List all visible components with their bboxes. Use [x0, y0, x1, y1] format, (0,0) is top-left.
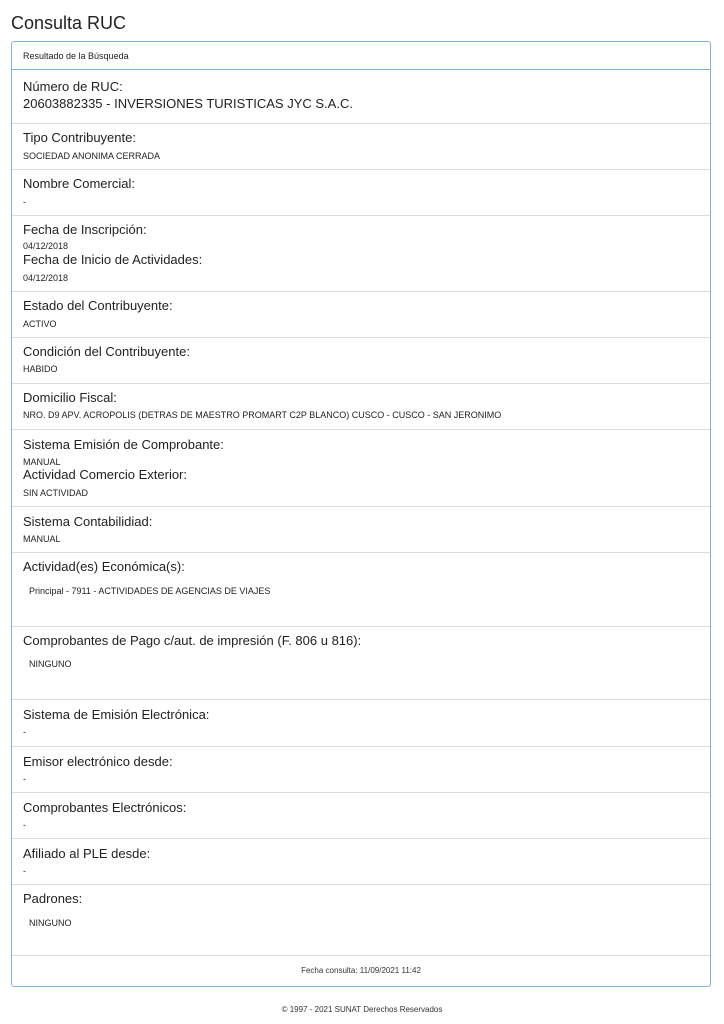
- fecha-inicio-value: 04/12/2018: [23, 273, 69, 283]
- actividades-label: Actividad(es) Económica(s):: [23, 559, 185, 574]
- ruc-value: 20603882335 - INVERSIONES TURISTICAS JYC S.A.C.: [23, 96, 353, 111]
- emision-electronica-label: Sistema de Emisión Electrónica:: [23, 707, 210, 722]
- comprobantes-pago-label: Comprobantes de Pago c/aut. de impresión (F. 806 u 816):: [23, 633, 362, 648]
- emisor-desde-label: Emisor electrónico desde:: [23, 754, 173, 769]
- ple-value: -: [23, 866, 26, 876]
- sistema-emision-value: MANUAL: [23, 457, 61, 467]
- emisor-desde-row: [12, 746, 710, 792]
- actividades-row: [12, 552, 710, 626]
- comprobantes-electronicos-value: -: [23, 820, 26, 830]
- padrones-row: [12, 884, 710, 958]
- comercio-exterior-value: SIN ACTIVIDAD: [23, 488, 89, 498]
- comprobantes-electronicos-label: Comprobantes Electrónicos:: [23, 800, 187, 815]
- fechas-row: [12, 215, 710, 291]
- tipo-contribuyente-value: SOCIEDAD ANONIMA CERRADA: [23, 151, 161, 161]
- domicilio-value: NRO. D9 APV. ACROPOLIS (DETRAS DE MAESTRO PROMART C2P BLANCO) CUSCO - CUSCO - SAN JERONIMO: [23, 410, 502, 420]
- comprobantes-pago-value: NINGUNO: [29, 659, 72, 669]
- domicilio-label: Domicilio Fiscal:: [23, 390, 117, 405]
- nombre-comercial-value: -: [23, 197, 26, 207]
- tipo-contribuyente-label: Tipo Contribuyente:: [23, 130, 136, 145]
- contabilidad-row: [12, 506, 710, 552]
- ple-label: Afiliado al PLE desde:: [23, 846, 151, 861]
- page-title: Consulta RUC: [11, 13, 127, 33]
- padrones-label: Padrones:: [23, 891, 83, 906]
- domicilio-row: [12, 383, 710, 429]
- emisor-desde-value: -: [23, 774, 26, 784]
- contabilidad-value: MANUAL: [23, 534, 61, 544]
- condicion-label: Condición del Contribuyente:: [23, 344, 190, 359]
- estado-row: [12, 291, 710, 337]
- comprobantes-electronicos-row: [12, 792, 710, 838]
- emision-electronica-row: [12, 699, 710, 746]
- ple-row: [12, 838, 710, 884]
- actividades-value: Principal - 7911 - ACTIVIDADES DE AGENCIAS DE VIAJES: [29, 586, 271, 596]
- condicion-row: [12, 337, 710, 383]
- fecha-inicio-label: Fecha de Inicio de Actividades:: [23, 252, 203, 267]
- fecha-inscripcion-label: Fecha de Inscripción:: [23, 222, 147, 237]
- condicion-value: HABIDO: [23, 364, 58, 374]
- nombre-comercial-label: Nombre Comercial:: [23, 176, 135, 191]
- result-panel: [11, 41, 711, 987]
- copyright-footer: © 1997 - 2021 SUNAT Derechos Reservados: [281, 1005, 443, 1014]
- ruc-row: [12, 70, 710, 123]
- sistema-emision-label: Sistema Emisión de Comprobante:: [23, 437, 224, 452]
- contabilidad-label: Sistema Contabilidiad:: [23, 514, 153, 529]
- tipo-contribuyente-row: [12, 123, 710, 169]
- ruc-label: Número de RUC:: [23, 79, 123, 94]
- estado-value: ACTIVO: [23, 319, 57, 329]
- comprobantes-pago-row: [12, 626, 710, 699]
- padrones-value: NINGUNO: [29, 918, 72, 928]
- comercio-exterior-label: Actividad Comercio Exterior:: [23, 467, 187, 482]
- emision-comercio-row: [12, 429, 710, 506]
- fecha-inscripcion-value: 04/12/2018: [23, 241, 69, 251]
- nombre-comercial-row: [12, 169, 710, 215]
- emision-electronica-value: -: [23, 727, 26, 737]
- panel-heading: Resultado de la Búsqueda: [12, 42, 710, 70]
- fecha-consulta: Fecha consulta: 11/09/2021 11:42: [12, 955, 710, 986]
- estado-label: Estado del Contribuyente:: [23, 298, 173, 313]
